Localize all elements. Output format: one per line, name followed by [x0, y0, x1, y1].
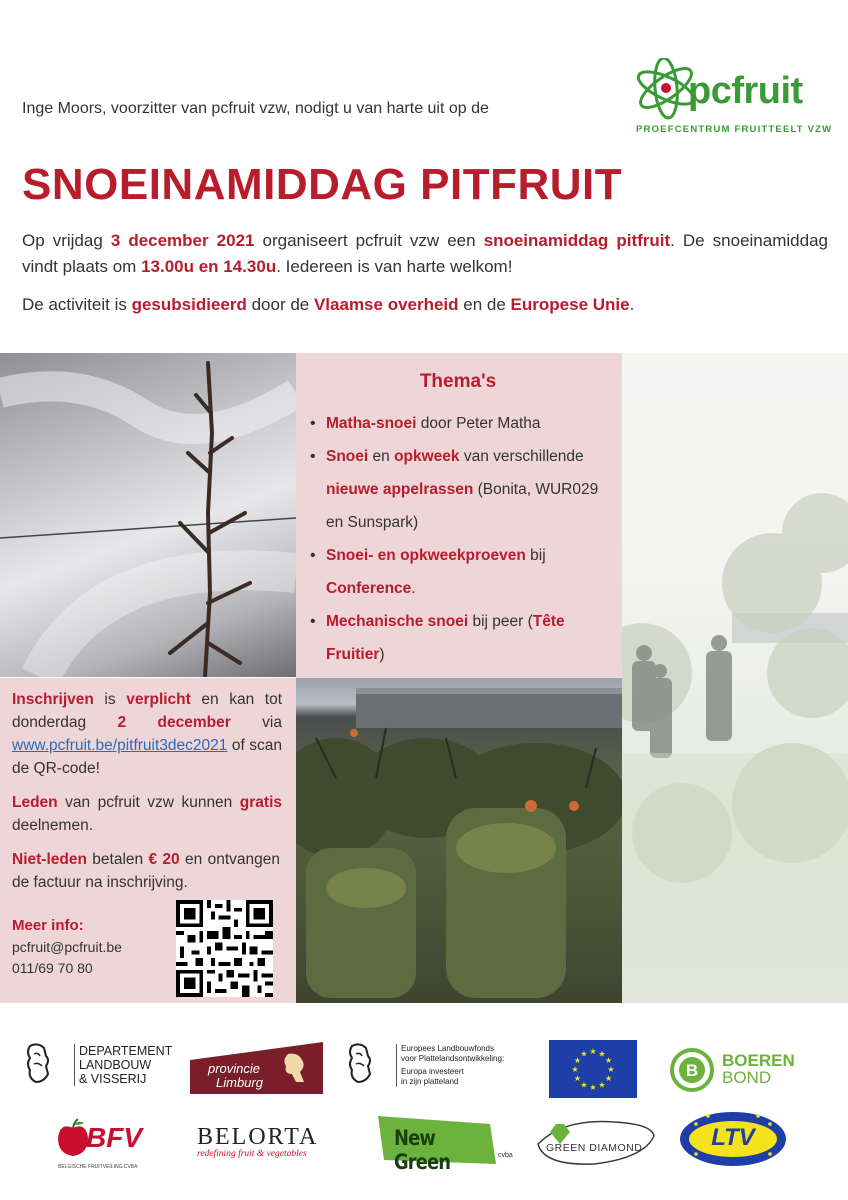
boerenbond-logo: B BOEREN BOND [670, 1046, 800, 1096]
body-text: . De snoeinamiddag vindt plaats om [22, 231, 828, 276]
new-green-logo: New Green cvba [378, 1116, 508, 1168]
body-text: door Peter Matha [416, 415, 541, 432]
body-text: is [93, 691, 127, 708]
highlight-text: 3 december 2021 [110, 231, 255, 250]
highlight-text: verplicht [126, 691, 191, 708]
dept-text: DEPARTEMENT LANDBOUW & VISSERIJ [74, 1044, 184, 1086]
logo-subtitle: PROEFCENTRUM FRUITTEELT VZW [636, 124, 833, 135]
eu-star: ★ [589, 1083, 597, 1092]
members-paragraph [12, 791, 282, 837]
provincie-limburg-logo: provincie Limburg [190, 1042, 323, 1094]
bfv-logo: BFV BELGISCHE FRUITVEILING CVBA [56, 1112, 166, 1174]
highlight-text: Snoei [326, 448, 369, 465]
flemish-lion-icon [24, 1042, 52, 1084]
eu-star: ★ [589, 1047, 597, 1056]
body-text: of scan de QR-code! [12, 737, 282, 777]
boerenbond-b-icon [670, 1048, 714, 1092]
body-text: en [368, 448, 395, 465]
themes-heading: Thema's [419, 371, 497, 392]
more-info-heading: Meer info: [12, 917, 84, 934]
green-diamond-logo: GREEN DIAMOND [534, 1114, 658, 1170]
body-text: bij [525, 547, 546, 564]
eu-star: ★ [580, 1049, 588, 1059]
highlight-text: Tête Fruitier [326, 613, 565, 663]
highlight-text: Snoei- en opkweekproeven [326, 547, 526, 564]
eu-star: ★ [605, 1074, 613, 1083]
body-text: en kan tot donderdag [12, 691, 283, 731]
registration-paragraph [12, 688, 282, 780]
highlight-text: 2 december [117, 714, 231, 731]
highlight-text: nieuwe appelrassen [326, 481, 474, 498]
highlight-text: gratis [239, 794, 282, 811]
theme-item [308, 539, 608, 605]
highlight-text: 13.00u en 14.30u [141, 257, 277, 276]
eafrd-text: Europees Landbouwfonds voor Plattelandsontwikkeling: Europa investeert in zijn platteland [396, 1044, 526, 1087]
body-text: deelnemen. [12, 817, 94, 834]
ltv-logo: LTV [678, 1110, 788, 1168]
eu-star: ★ [571, 1065, 579, 1074]
belorta-logo: BELORTA redefining fruit & vegetables [197, 1124, 319, 1159]
body-text: via [230, 714, 282, 731]
non-members-paragraph [12, 848, 280, 894]
eu-star: ★ [598, 1049, 606, 1059]
body-text: . [411, 580, 416, 597]
body-text: organiseert pcfruit vzw een [254, 231, 484, 250]
highlight-text: Europese Unie [510, 295, 630, 314]
themes-list [308, 407, 608, 671]
invite-text: Inge Moors, voorzitter van pcfruit vzw, nodigt u van harte uit op de [22, 100, 489, 117]
branch-photo [0, 353, 296, 677]
body-text: Op vrijdag [22, 231, 111, 250]
eu-star: ★ [605, 1056, 613, 1065]
eu-star: ★ [573, 1056, 581, 1065]
body-text: . Iedereen is van harte welkom! [276, 257, 513, 276]
intro-paragraph-subsidy [22, 292, 828, 318]
intro-paragraph-date [22, 228, 828, 280]
theme-item [308, 407, 608, 440]
qr-code-icon[interactable] [176, 900, 273, 997]
highlight-text: snoeinamiddag pitfruit [483, 231, 671, 250]
orchard-people-photo [622, 353, 848, 1003]
page-title: SNOEINAMIDDAG PITFRUIT [22, 160, 623, 209]
highlight-text: Niet-leden [12, 851, 87, 868]
registration-link[interactable]: www.pcfruit.be/pitfruit3dec2021 [12, 737, 228, 754]
body-text: door de [246, 295, 314, 314]
eu-star: ★ [607, 1065, 615, 1074]
body-text: van pcfruit vzw kunnen [57, 794, 240, 811]
theme-item [308, 605, 608, 671]
registration-panel [0, 678, 296, 1003]
body-text: De activiteit is [22, 295, 132, 314]
highlight-text: € 20 [148, 851, 180, 868]
apple-icon [56, 1118, 90, 1158]
themes-panel [296, 353, 622, 678]
highlight-text: opkweek [394, 448, 460, 465]
body-text: (Bonita, WUR029 en Sunspark) [326, 481, 599, 531]
pcfruit-logo [634, 58, 834, 138]
contact-phone[interactable]: 011/69 70 80 [12, 960, 93, 976]
body-text: en ontvangen de factuur na inschrijving. [12, 851, 280, 891]
contact-email[interactable]: pcfruit@pcfruit.be [12, 939, 122, 955]
highlight-text: gesubsidieerd [131, 295, 247, 314]
eu-star: ★ [580, 1080, 588, 1090]
highlight-text: Leden [12, 794, 58, 811]
flemish-lion-icon [346, 1042, 374, 1084]
highlight-text: Vlaamse overheid [313, 295, 459, 314]
theme-item [308, 440, 608, 539]
eu-star: ★ [573, 1074, 581, 1083]
pruned-trees-photo [296, 678, 622, 1003]
highlight-text: Matha-snoei [326, 415, 417, 432]
body-text: van verschillende [459, 448, 584, 465]
body-text: betalen [86, 851, 149, 868]
body-text: bij peer ( [468, 613, 533, 630]
eu-flag-icon [549, 1040, 637, 1098]
highlight-text: Conference [326, 580, 412, 597]
logo-word: pcfruit [688, 70, 803, 112]
highlight-text: Inschrijven [12, 691, 94, 708]
body-text: en de [458, 295, 511, 314]
highlight-text: Mechanische snoei [326, 613, 469, 630]
intro [22, 228, 828, 330]
svg-text:B: B [685, 1061, 699, 1080]
body-text: . [629, 295, 635, 314]
body-text: ) [379, 646, 385, 663]
eu-star: ★ [598, 1080, 606, 1090]
